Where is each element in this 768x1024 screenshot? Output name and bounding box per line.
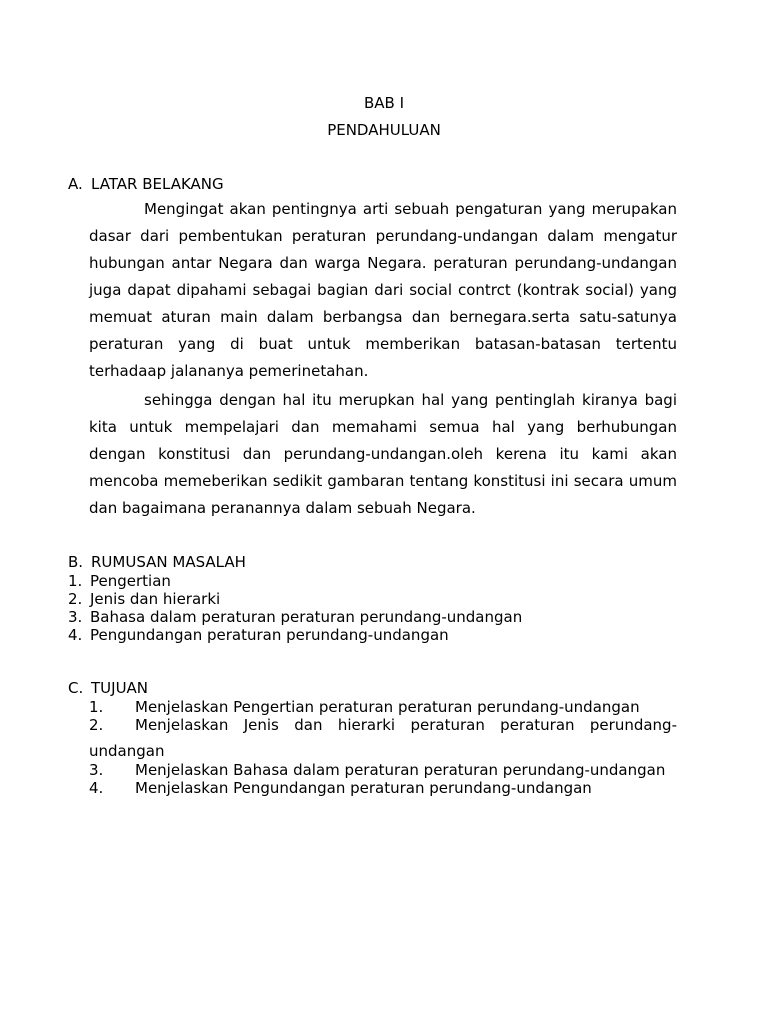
list-item-number: 1. xyxy=(68,572,83,590)
section-b-title: RUMUSAN MASALAH xyxy=(91,553,246,571)
list-item-continuation-text: undangan xyxy=(89,742,165,760)
list-item xyxy=(68,626,522,644)
section-a-title: LATAR BELAKANG xyxy=(91,175,224,193)
list-item-number: 1. xyxy=(89,698,104,716)
list-item xyxy=(68,572,522,590)
list-item-text: Menjelaskan Pengertian peraturan peraturan perundang-undangan xyxy=(135,698,640,716)
list-item-text: Bahasa dalam peraturan peraturan perundang-undangan xyxy=(90,608,523,626)
list-item-number: 4. xyxy=(89,779,104,797)
list-item-text: Jenis dan hierarki xyxy=(90,590,221,608)
section-b-heading xyxy=(68,553,246,571)
chapter-title: PENDAHULUAN xyxy=(327,121,441,139)
list-item-text: Menjelaskan Jenis dan hierarki peraturan peraturan perundang- xyxy=(135,716,677,734)
list-item-number: 3. xyxy=(89,761,104,779)
list-item-continuation xyxy=(89,742,677,760)
chapter-number: BAB I xyxy=(363,94,405,112)
list-item-number: 4. xyxy=(68,626,83,644)
list-item xyxy=(68,590,522,608)
list-item-number: 3. xyxy=(68,608,83,626)
section-a-mark: A. xyxy=(68,175,83,193)
section-a-paragraph-2-text: sehingga dengan hal itu merupkan hal yang pentinglah kiranya bagi kita untuk mempelajari dan memahami semua hal yang berhubungan dengan konstitusi dan perundang-undangan.oleh kerena itu kami akan mencoba memeberikan sedikit gambaran tentang konstitusi ini secara umum dan bagaimana peranannya dalam sebuah Negara. xyxy=(89,391,677,517)
list-item-text: Pengundangan peraturan perundang-undangan xyxy=(90,626,449,644)
section-c-heading xyxy=(68,679,148,697)
section-a-paragraph-1-text: Mengingat akan pentingnya arti sebuah pengaturan yang merupakan dasar dari pembentukan peraturan perundang-undangan dalam mengatur hubungan antar Negara dan warga Negara. peraturan perundang-undangan juga dapat dipahami sebagai bagian dari social contrct (kontrak social) yang memuat aturan main dalam berbangsa dan bernegara.serta satu-satunya peraturan yang di buat untuk memberikan batasan-batasan tertentu terhadaap jalananya pemerinetahan. xyxy=(89,200,677,380)
list-item-text: Menjelaskan Bahasa dalam peraturan peraturan perundang-undangan xyxy=(135,761,666,779)
section-a-paragraph-1 xyxy=(89,196,677,385)
section-a-paragraph-2 xyxy=(89,387,677,522)
rumusan-masalah-list xyxy=(68,572,522,644)
list-item-text: Menjelaskan Pengundangan peraturan perundang-undangan xyxy=(135,779,592,797)
list-item-number: 2. xyxy=(68,590,83,608)
section-a-heading xyxy=(68,175,224,193)
section-c-title: TUJUAN xyxy=(91,679,149,697)
list-item-text: Pengertian xyxy=(90,572,171,590)
section-b-mark: B. xyxy=(68,553,84,571)
list-item xyxy=(68,608,522,626)
section-c-mark: C. xyxy=(68,679,84,697)
list-item-number: 2. xyxy=(89,716,104,734)
